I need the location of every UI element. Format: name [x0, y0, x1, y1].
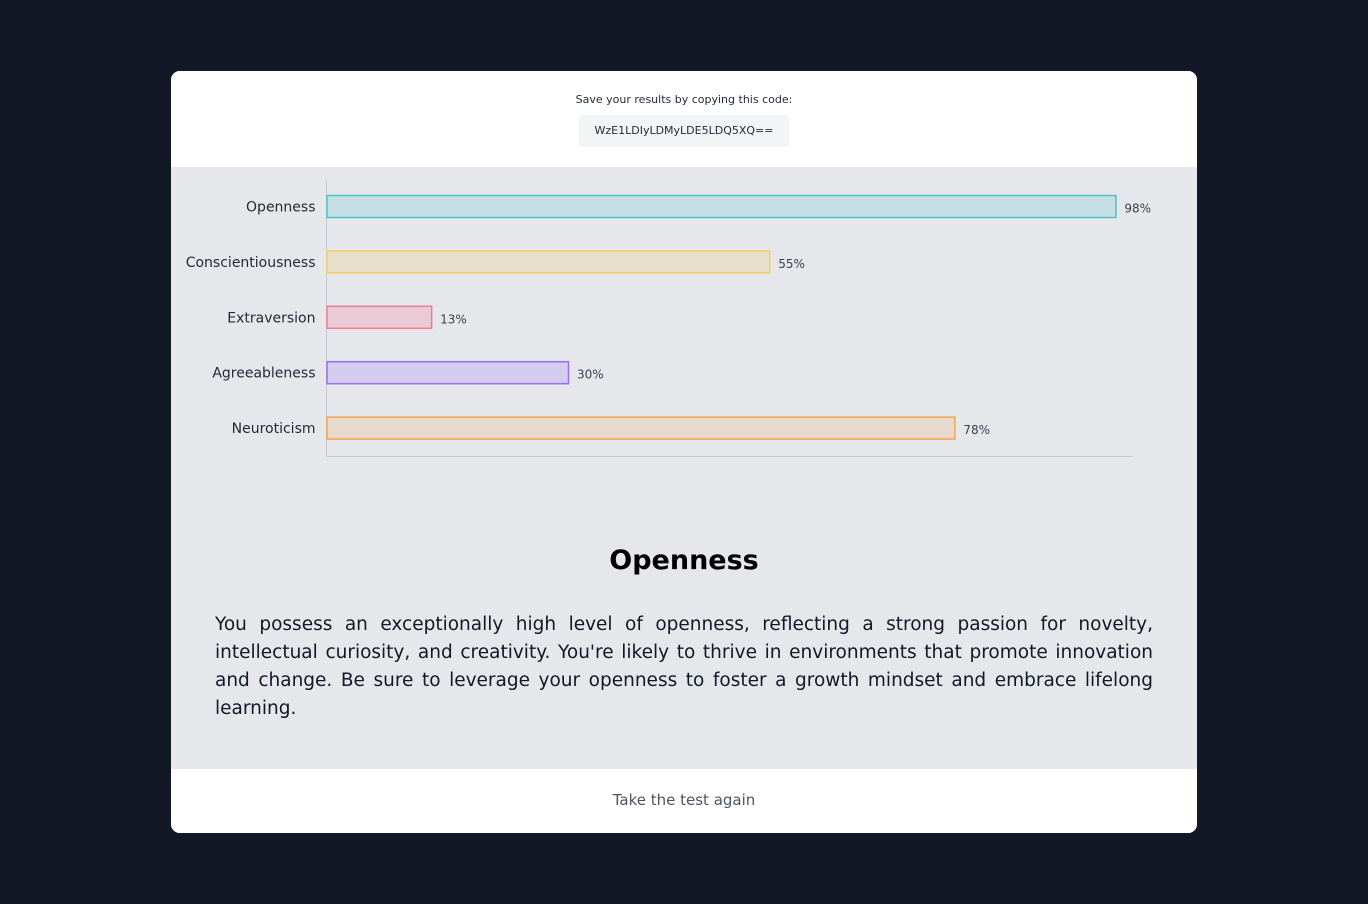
trait-title: Openness — [609, 545, 759, 576]
category-label: Extraversion — [227, 310, 316, 327]
category-label: Conscientiousness — [185, 254, 316, 271]
retake-test-link[interactable]: Take the test again — [612, 791, 756, 809]
value-label: 98% — [1124, 201, 1152, 216]
result-code-box[interactable]: WzE1LDIyLDMyLDE5LDQ5XQ== — [579, 115, 789, 147]
results-card — [171, 71, 1197, 833]
results-panel — [171, 167, 1197, 769]
category-label: Neuroticism — [231, 421, 316, 438]
value-label: 78% — [963, 423, 991, 438]
bar-openness[interactable] — [327, 196, 1116, 218]
trait-bar-chart — [171, 167, 1197, 467]
bar-conscientiousness[interactable] — [327, 251, 770, 273]
save-code-header — [171, 71, 1197, 167]
bar-extraversion[interactable] — [327, 306, 432, 328]
category-label: Agreeableness — [212, 365, 316, 382]
value-label: 55% — [778, 256, 805, 271]
trait-description: You possess an exceptionally high level of openness, reflecting a strong passion for novelty, intellectual curiosity, and creativity. You're likely to thrive in environments that promote innovation and change. Be sure to leverage your openness to foster a growth mindset and embrace lifelong learning. — [215, 614, 1153, 719]
save-instructions: Save your results by copying this code: — [575, 93, 793, 106]
bar-neuroticism[interactable] — [327, 417, 955, 439]
bar-agreeableness[interactable] — [327, 362, 569, 384]
value-label: 30% — [577, 367, 604, 382]
category-label: Openness — [246, 199, 316, 216]
footer — [171, 769, 1197, 833]
value-label: 13% — [440, 312, 467, 327]
